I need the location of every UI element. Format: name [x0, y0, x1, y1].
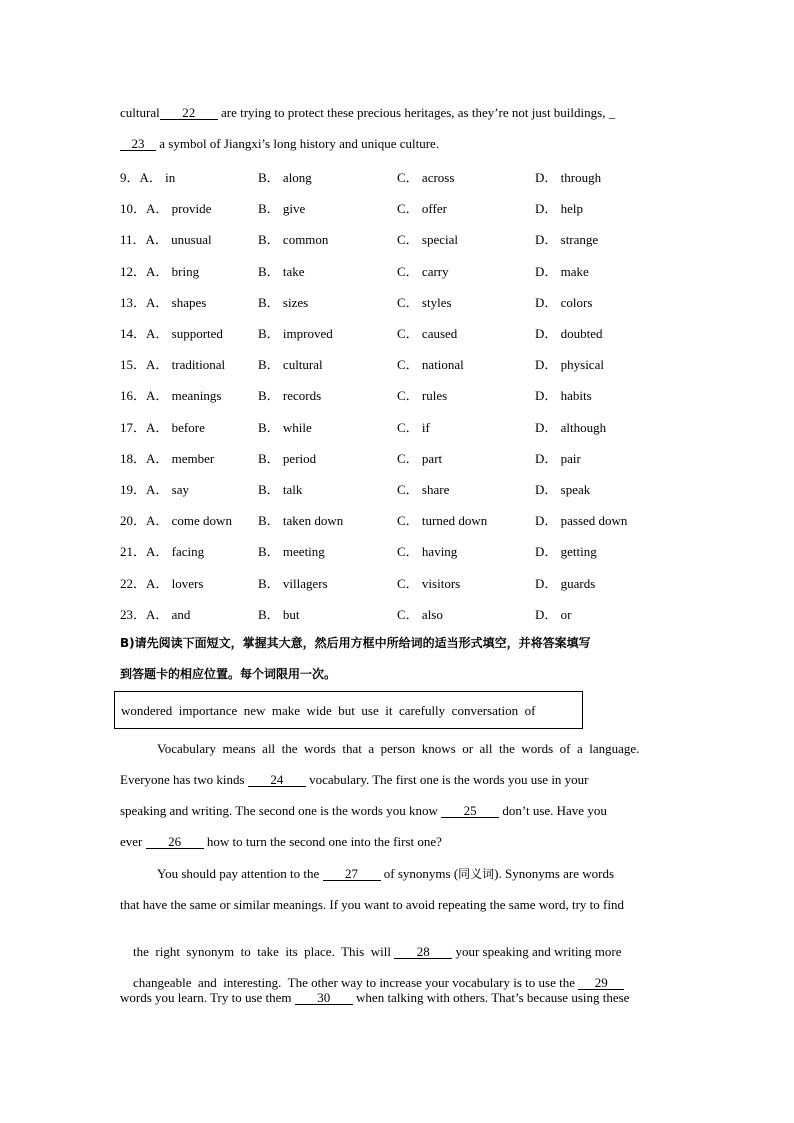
- question-option-a: 18．A． member: [120, 451, 215, 466]
- question-option-a: 15．A． traditional: [120, 357, 226, 372]
- passage-line: Vocabulary means all the words that a person knows or all the words of a language.: [157, 741, 640, 756]
- passage-line: Everyone has two kinds 24 vocabulary. The first one is the words you use in your: [120, 772, 589, 787]
- question-option-d: D． passed down: [535, 513, 628, 528]
- question-option-c: C． across: [397, 170, 455, 185]
- question-option-c: C． offer: [397, 201, 447, 216]
- word-bank-text: wondered importance new make wide but use it carefully conversation of: [121, 703, 536, 718]
- question-option-c: C． national: [397, 357, 464, 372]
- question-option-d: D． make: [535, 264, 589, 279]
- question-option-c: C． having: [397, 544, 458, 559]
- section-b-instruction: 到答题卡的相应位置。每个词限用一次。: [120, 667, 337, 681]
- question-option-b: B． meeting: [258, 544, 325, 559]
- question-option-b: B． sizes: [258, 295, 309, 310]
- passage-line: [120, 136, 680, 152]
- passage-line: speaking and writing. The second one is the words you know 25 don’t use. Have you: [120, 803, 607, 818]
- question-option-d: D． help: [535, 201, 584, 216]
- question-option-d: D． through: [535, 170, 602, 185]
- passage-line: that have the same or similar meanings. If you want to avoid repeating the same word, try to find: [120, 897, 624, 912]
- question-option-c: C． turned down: [397, 513, 488, 528]
- question-row: [120, 167, 680, 187]
- question-row: [120, 261, 680, 281]
- question-option-d: D． physical: [535, 357, 604, 372]
- question-option-b: B． while: [258, 420, 312, 435]
- question-option-b: B． but: [258, 607, 300, 622]
- question-option-d: D． speak: [535, 482, 591, 497]
- question-row: [120, 417, 680, 437]
- question-option-d: D． guards: [535, 576, 596, 591]
- question-row: [120, 292, 680, 312]
- question-row: [120, 323, 680, 343]
- question-option-a: 14．A． supported: [120, 326, 223, 341]
- blank-23: 23: [120, 137, 156, 151]
- question-option-b: B． cultural: [258, 357, 323, 372]
- question-option-b: B． taken down: [258, 513, 344, 528]
- question-row: [120, 573, 680, 593]
- question-option-c: C． caused: [397, 326, 458, 341]
- question-option-a: 11．A． unusual: [120, 232, 212, 247]
- question-option-d: D． doubted: [535, 326, 603, 341]
- question-option-b: B． talk: [258, 482, 303, 497]
- question-option-c: C． also: [397, 607, 443, 622]
- question-row: [120, 229, 680, 249]
- section-b-instruction: B)请先阅读下面短文，掌握其大意，然后用方框中所给词的适当形式填空，并将答案填写: [120, 636, 591, 650]
- word-bank-box: [114, 691, 583, 729]
- blank-22: 22: [160, 106, 218, 120]
- question-option-a: 10．A． provide: [120, 201, 212, 216]
- question-option-a: 12．A． bring: [120, 264, 200, 279]
- question-row: [120, 198, 680, 218]
- passage-line: the right synonym to take its place. This will 28 your speaking and writing more: [133, 944, 622, 959]
- question-option-b: B． period: [258, 451, 317, 466]
- blank-26: 26: [146, 835, 204, 849]
- question-option-c: C． part: [397, 451, 443, 466]
- question-option-a: 21．A． facing: [120, 544, 205, 559]
- question-option-c: C． styles: [397, 295, 452, 310]
- question-option-b: B． take: [258, 264, 305, 279]
- question-option-c: C． share: [397, 482, 450, 497]
- question-option-b: B． along: [258, 170, 312, 185]
- question-option-a: 22．A． lovers: [120, 576, 204, 591]
- question-row: [120, 541, 680, 561]
- question-option-c: C． carry: [397, 264, 449, 279]
- passage-line: ever 26 how to turn the second one into the first one?: [120, 834, 442, 849]
- passage-line: changeable and interesting. The other way to increase your vocabulary is to use the 29: [120, 959, 680, 1007]
- question-option-d: D． colors: [535, 295, 593, 310]
- question-option-c: C． special: [397, 232, 459, 247]
- question-option-d: D． getting: [535, 544, 597, 559]
- question-option-b: B． villagers: [258, 576, 328, 591]
- question-option-c: C． rules: [397, 388, 448, 403]
- passage-text: a symbol of Jiangxi’s long history and unique culture.: [156, 136, 440, 151]
- passage-text: are trying to protect these precious heritages, as they’re not just buildings,: [217, 105, 609, 120]
- passage-line: words you learn. Try to use them 30 when talking with others. That’s because using these: [120, 990, 630, 1005]
- question-row: [120, 510, 680, 530]
- question-option-c: C． visitors: [397, 576, 461, 591]
- question-row: [120, 354, 680, 374]
- question-option-d: D． strange: [535, 232, 599, 247]
- question-row: [120, 604, 680, 624]
- question-option-a: 9．A． in: [120, 170, 176, 185]
- question-option-b: B． give: [258, 201, 306, 216]
- question-option-d: D． pair: [535, 451, 581, 466]
- blank-30: 30: [295, 991, 353, 1005]
- question-row: [120, 448, 680, 468]
- blank-27: 27: [323, 867, 381, 881]
- passage-text: _: [608, 105, 616, 120]
- question-option-a: 17．A． before: [120, 420, 205, 435]
- passage-line: You should pay attention to the 27 of synonyms (同义词). Synonyms are words: [157, 866, 615, 881]
- question-option-a: 20．A． come down: [120, 513, 232, 528]
- question-option-d: D． although: [535, 420, 607, 435]
- blank-29: 29: [578, 976, 624, 990]
- passage-line: [120, 105, 680, 121]
- question-option-d: D． habits: [535, 388, 592, 403]
- passage-text: cultural: [120, 105, 160, 120]
- blank-25: 25: [441, 804, 499, 818]
- question-option-b: B． common: [258, 232, 329, 247]
- question-option-c: C． if: [397, 420, 430, 435]
- blank-28: 28: [394, 945, 452, 959]
- question-option-a: 13．A． shapes: [120, 295, 207, 310]
- question-row: [120, 479, 680, 499]
- question-option-b: B． improved: [258, 326, 333, 341]
- question-option-a: 23．A． and: [120, 607, 191, 622]
- question-option-b: B． records: [258, 388, 322, 403]
- blank-24: 24: [248, 773, 306, 787]
- question-option-a: 16．A． meanings: [120, 388, 222, 403]
- question-row: [120, 385, 680, 405]
- question-option-a: 19．A． say: [120, 482, 189, 497]
- question-option-d: D． or: [535, 607, 572, 622]
